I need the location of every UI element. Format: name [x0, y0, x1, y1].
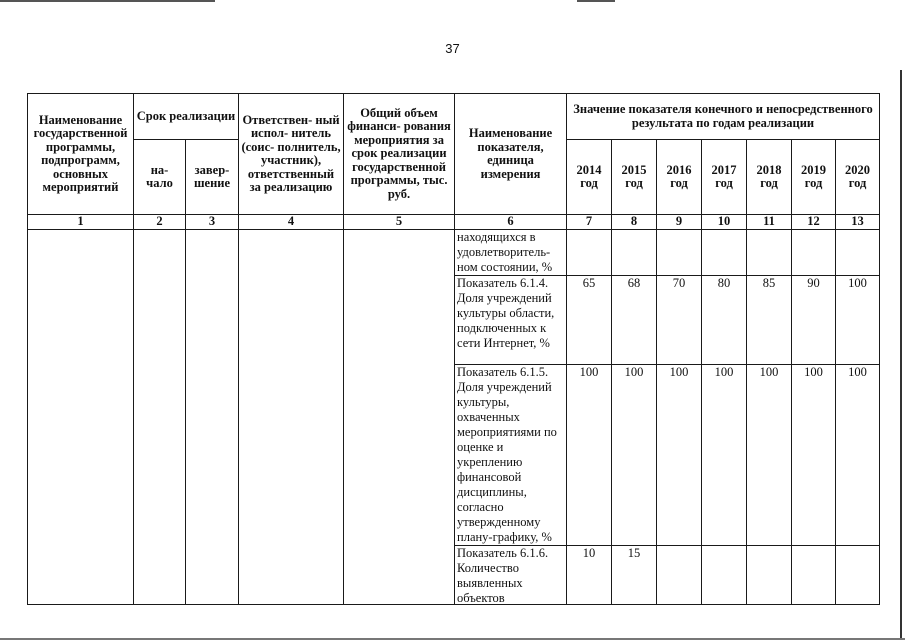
- value-cell: [792, 546, 836, 605]
- value-cell: [747, 230, 792, 276]
- value-cell: [657, 230, 702, 276]
- header-year: 2020 год: [836, 140, 880, 215]
- indicator-name: Показатель 6.1.4. Доля учреждений культуры области, подключенных к сети Интернет, %: [455, 276, 567, 365]
- header-year: 2014 год: [567, 140, 612, 215]
- value-cell: 15: [612, 546, 657, 605]
- scan-edge: [900, 70, 902, 640]
- value-cell: [702, 230, 747, 276]
- program-name-cell: [28, 230, 134, 605]
- header-year: 2018 год: [747, 140, 792, 215]
- value-cell: [702, 546, 747, 605]
- value-cell: [836, 546, 880, 605]
- value-cell: [747, 546, 792, 605]
- header-period-start: на- чало: [134, 140, 186, 215]
- value-cell: 100: [836, 276, 880, 365]
- header-year: 2017 год: [702, 140, 747, 215]
- page-number: 37: [445, 41, 460, 56]
- value-cell: 80: [702, 276, 747, 365]
- header-period: Срок реализации: [134, 94, 239, 140]
- value-cell: [657, 546, 702, 605]
- column-number: 7: [567, 215, 612, 230]
- header-program-name: Наименование государственной программы, подпрограмм, основных мероприятий: [28, 94, 134, 215]
- value-cell: [612, 230, 657, 276]
- value-cell: [567, 230, 612, 276]
- value-cell: 10: [567, 546, 612, 605]
- program-table: [27, 93, 880, 605]
- column-number: 6: [455, 215, 567, 230]
- value-cell: 100: [567, 365, 612, 546]
- header-period-end: завер- шение: [186, 140, 239, 215]
- header-executor: Ответствен- ный испол- нитель (соис- полнитель, участник), ответственный за реализацию: [239, 94, 344, 215]
- header-indicator: Наименование показателя, единица измерения: [455, 94, 567, 215]
- value-cell: 90: [792, 276, 836, 365]
- header-values-group: Значение показателя конечного и непосредственного результата по годам реализации: [567, 94, 880, 140]
- indicator-name: Показатель 6.1.5. Доля учреждений культуры, охваченных мероприятиями по оценке и укреплению финансовой дисциплины, согласно утвержденному плану-графику, %: [455, 365, 567, 546]
- value-cell: 68: [612, 276, 657, 365]
- value-cell: 85: [747, 276, 792, 365]
- column-number: 5: [344, 215, 455, 230]
- header-year: 2015 год: [612, 140, 657, 215]
- column-number: 11: [747, 215, 792, 230]
- value-cell: 100: [612, 365, 657, 546]
- header-financing: Общий объем финанси- рования мероприятия за срок реализации государственной программы, тыс. руб.: [344, 94, 455, 215]
- value-cell: 65: [567, 276, 612, 365]
- indicator-name: находящихся в удовлетворитель- ном состоянии, %: [455, 230, 567, 276]
- header-year: 2016 год: [657, 140, 702, 215]
- column-number: 9: [657, 215, 702, 230]
- column-number: 2: [134, 215, 186, 230]
- scan-edge: [0, 0, 215, 2]
- column-number: 10: [702, 215, 747, 230]
- value-cell: 100: [702, 365, 747, 546]
- indicator-name: [455, 546, 567, 605]
- period-end-cell: [186, 230, 239, 605]
- header-year: 2019 год: [792, 140, 836, 215]
- period-start-cell: [134, 230, 186, 605]
- column-number: 12: [792, 215, 836, 230]
- value-cell: 70: [657, 276, 702, 365]
- table-row: [28, 230, 880, 276]
- financing-cell: [344, 230, 455, 605]
- column-number: 8: [612, 215, 657, 230]
- scan-edge: [577, 0, 615, 2]
- column-numbers-row: [28, 215, 880, 230]
- value-cell: 100: [657, 365, 702, 546]
- column-number: 1: [28, 215, 134, 230]
- value-cell: 100: [836, 365, 880, 546]
- value-cell: 100: [747, 365, 792, 546]
- value-cell: [792, 230, 836, 276]
- value-cell: [836, 230, 880, 276]
- column-number: 13: [836, 215, 880, 230]
- column-number: 3: [186, 215, 239, 230]
- indicator-name-text: Показатель 6.1.6. Количество выявленных объектов: [457, 546, 549, 604]
- value-cell: 100: [792, 365, 836, 546]
- executor-cell: [239, 230, 344, 605]
- column-number: 4: [239, 215, 344, 230]
